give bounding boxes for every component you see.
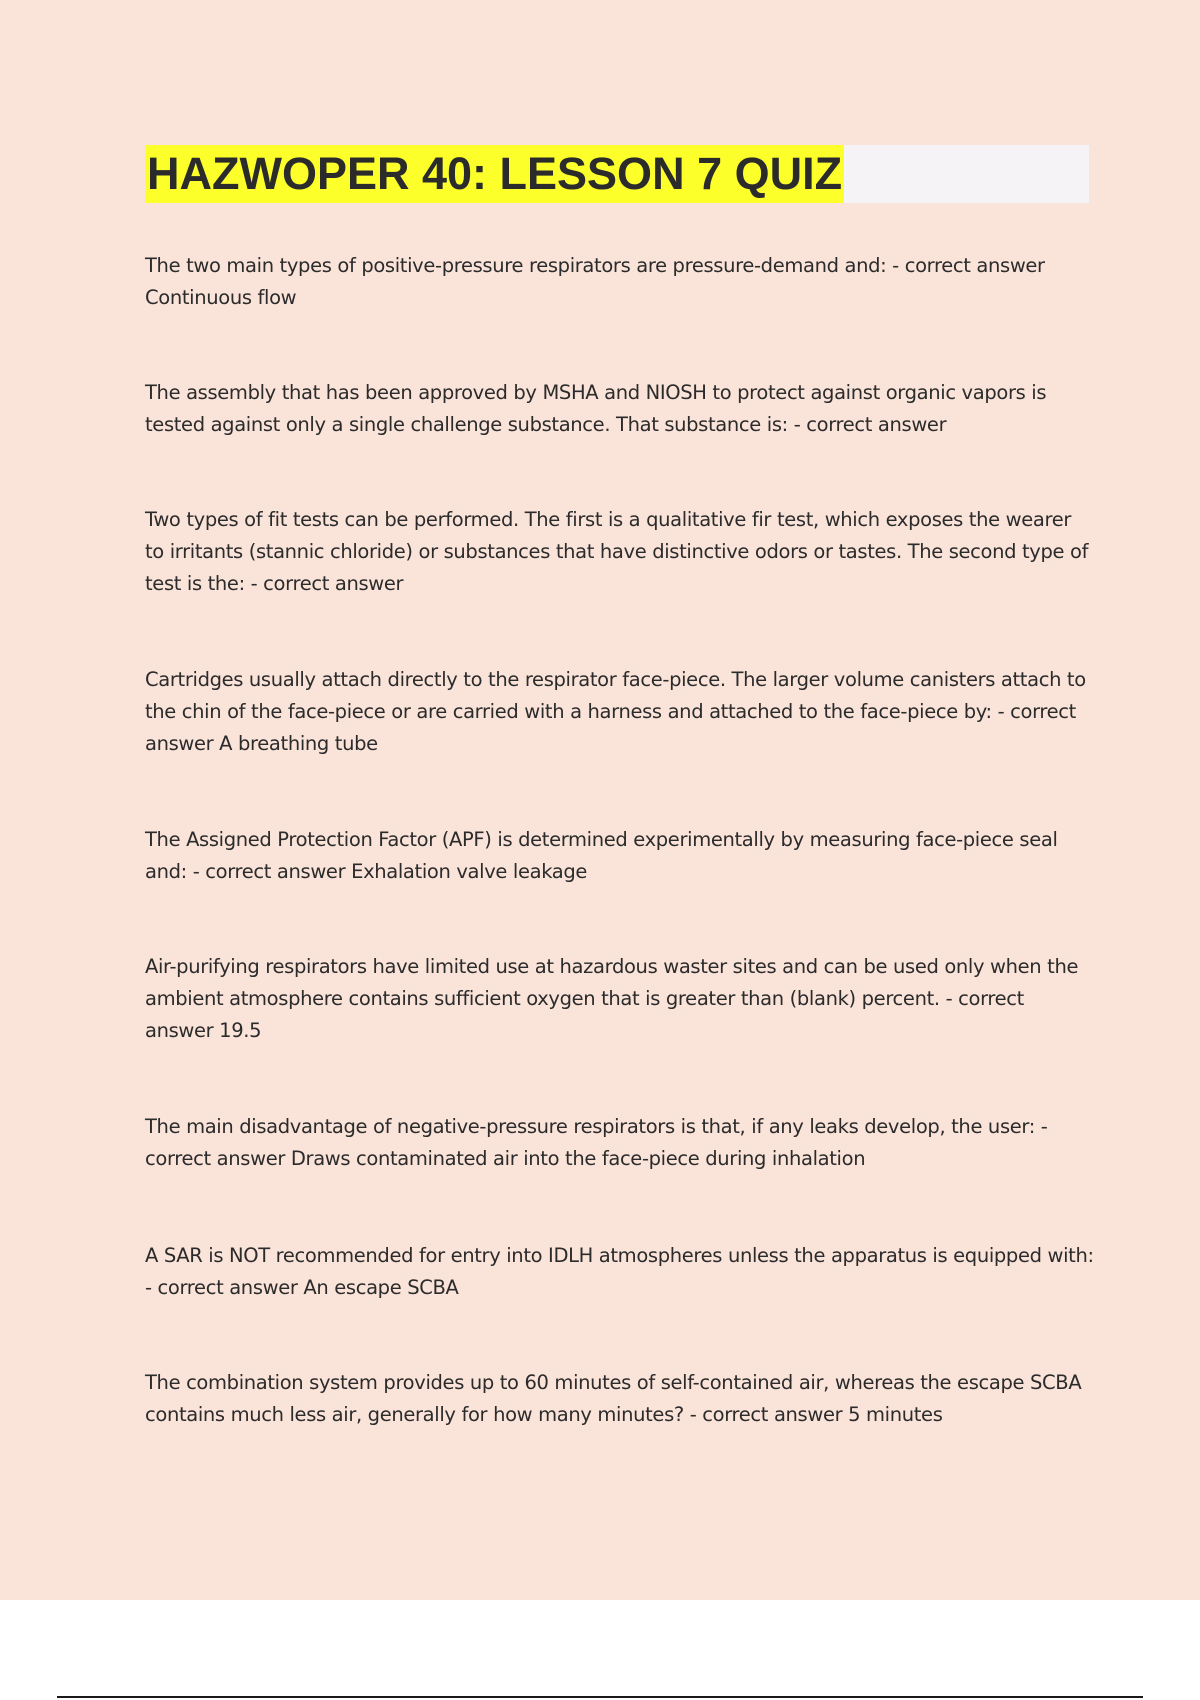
footer-divider [57,1696,1143,1698]
question-item: The main disadvantage of negative-pressure respirators is that, if any leaks develop, the user: - correct answer Draws contaminated air into the face-piece during inhalation [145,1115,1048,1170]
question-item: The Assigned Protection Factor (APF) is determined experimentally by measuring face-piece seal and: - correct answer Exhalation valve leakage [145,828,1058,883]
question-item: The two main types of positive-pressure respirators are pressure-demand and: - correct answer Continuous flow [145,254,1045,309]
question-item: The assembly that has been approved by MSHA and NIOSH to protect against organic vapors is tested against only a single challenge substance. That substance is: - correct answer [145,381,1047,436]
question-item: A SAR is NOT recommended for entry into IDLH atmospheres unless the apparatus is equipped with: - correct answer An escape SCBA [145,1244,1094,1299]
question-item: The combination system provides up to 60 minutes of self-contained air, whereas the escape SCBA contains much less air, generally for how many minutes? - correct answer 5 minutes [145,1371,1082,1426]
question-item: Cartridges usually attach directly to the respirator face-piece. The larger volume canisters attach to the chin of the face-piece or are carried with a harness and attached to the face-piece by: - correct answer A breathing tube [145,668,1086,755]
question-item: Air-purifying respirators have limited use at hazardous waster sites and can be used only when the ambient atmosphere contains sufficient oxygen that is greater than (blank) percent. - correct answer 19.5 [145,955,1079,1042]
page-title: HAZWOPER 40: LESSON 7 QUIZ [145,145,844,203]
question-item: Two types of fit tests can be performed. The first is a qualitative fir test, which exposes the wearer to irritants (stannic chloride) or substances that have distinctive odors or tastes. The second type of test is the: - correct answer [145,508,1089,595]
